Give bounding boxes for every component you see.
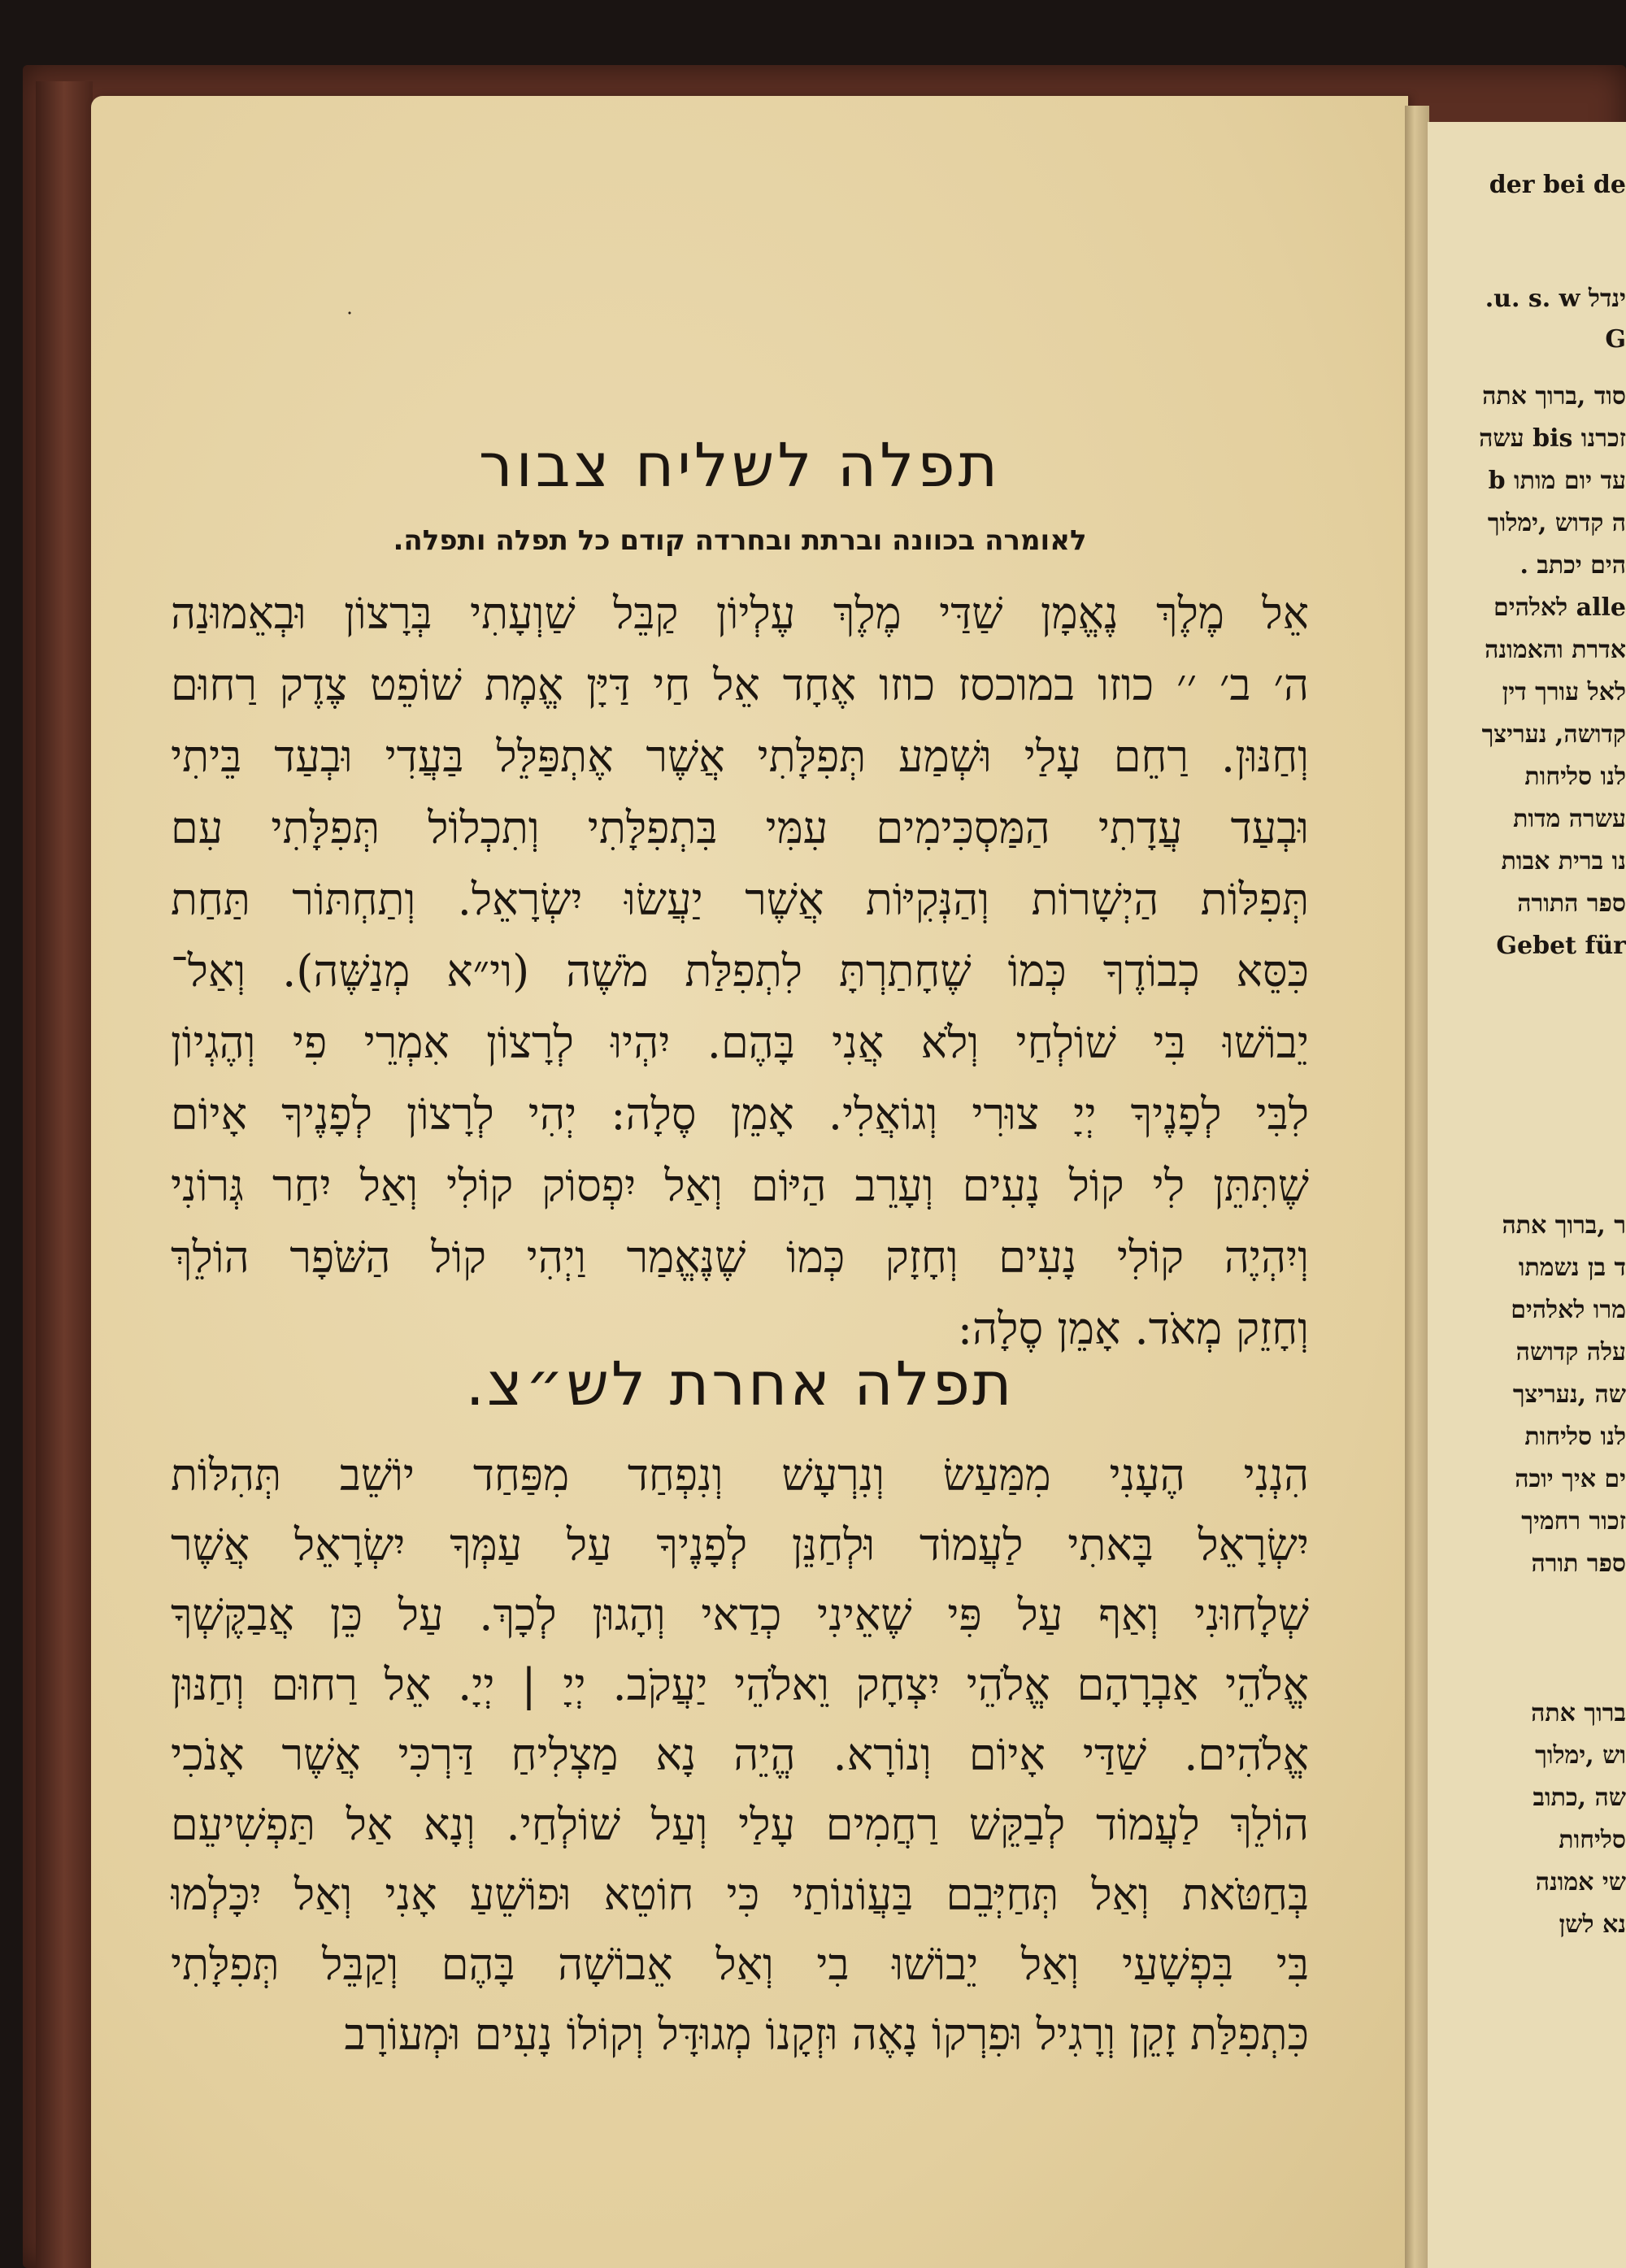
cover-spine-edge	[36, 81, 93, 2268]
text-line: כִּסֵּא כְבוֹדֶךָ כְּמוֹ שֶׁחָתַרְתָּ לִתְפִלַּת מֹשֶׁה (וי״א מְנַשֶּׁה). וְאַל־	[171, 945, 1309, 997]
right-page-line: לנו סליחות	[1524, 1423, 1626, 1451]
text-line: תְּפִלּוֹת הַיְשָׁרוֹת וְהַנְּקִיּוֹת אֲשֶׁר יַעֲשׂוּ יִשְׂרָאֵל. וְתַחְתּוֹר תַּחַת	[171, 874, 1309, 925]
right-page-line: ר ,ברוך אתה	[1502, 1211, 1626, 1240]
text-line: כִּתְפִלַּת זָקֵן וְרָגִיל וּפִרְקוֹ נָאֶה וּזְקָנוֹ מְגוּדָּל וְקוֹלוֹ נָעִים וּמְעוֹרָב	[344, 2009, 1309, 2060]
text-line: שְׁלָחוּנִי וְאַף עַל פִּי שֶׁאֵינִי כְדַאי וְהָגוּן לְכָךְ. עַל כֵּן אֲבַקֶּשְׁךָ	[171, 1589, 1309, 1640]
right-page-line: ספר התורה	[1517, 889, 1626, 918]
right-page-line: G	[1605, 325, 1626, 354]
right-page-line: לאל עורך דין	[1502, 678, 1626, 706]
right-page-line: עד יום מותו b	[1488, 467, 1626, 495]
right-page-line: ים איך יוכה	[1515, 1465, 1626, 1493]
right-page-line: נו ברית אבות	[1501, 847, 1626, 875]
right-page-line: קדושה, נעריצך	[1481, 720, 1626, 749]
right-page-line: שה ,נעריצך	[1512, 1380, 1626, 1409]
right-page-line: סוד ,ברוך אתה	[1482, 382, 1626, 411]
right-page-line: וש ,ימלוך	[1535, 1741, 1626, 1770]
text-line: יֵבוֹשׁוּ בִּי שׁוֹלְחַי וְלֹא אֲנִי בָּהֶם. יִהְיוּ לְרָצוֹן אִמְרֵי פִי וְהֶגְיוֹן	[171, 1017, 1309, 1068]
text-line: לִבִּי לְפָנֶיךָ יְיָ צוּרִי וְגוֹאֲלִי. אָמֵן סֶלָה: יְהִי לְרָצוֹן לְפָנֶיךָ אָיוֹם	[171, 1088, 1309, 1140]
right-page-line: סליחות	[1559, 1826, 1626, 1854]
prayer-instruction: לאומרה בכוונה וברתת ובחרדה קודם כל תפלה ותפלה.	[393, 524, 1087, 557]
text-line: בְּחַטֹּאת וְאַל תְּחַיְּבֵם בַּעֲוֹנוֹתַי כִּי חוֹטֵא וּפוֹשֵׁעַ אָנִי וְאַל יִכָּלְמוּ	[171, 1869, 1309, 1920]
text-line: וְחַנּוּן. רַחֵם עָלַי וּשְׁמַע תְּפִלָּתִי אֲשֶׁר אֶתְפַּלֵּל בַּעֲדִי וּבְעַד בֵּיתִי	[171, 731, 1309, 782]
right-page-line: מרו לאלהים	[1511, 1296, 1626, 1324]
right-page-line: ספר תורה	[1531, 1549, 1626, 1578]
right-page-line: זכור רחמיך	[1521, 1507, 1626, 1536]
text-line: בִּי בִּפְשָׁעַי וְאַל יֵבוֹשׁוּ בִי וְאַל אֵבוֹשָׁה בָּהֶם וְקַבֵּל תְּפִלָּתִי	[171, 1939, 1309, 1990]
prayer-title: תפלה לשליח צבור	[478, 431, 1002, 501]
right-page-line: עלה קדושה	[1515, 1338, 1626, 1366]
right-page-line: עשרה מדות	[1513, 805, 1626, 833]
text-line: אֱלֹהִים. שַׁדַּי אָיוֹם וְנוֹרָא. הֱיֵה נָא מַצְלִיחַ דַּרְכִּי אֲשֶׁר אָנֹכִי	[171, 1729, 1309, 1780]
right-page-line: alle לאלהים	[1493, 593, 1626, 622]
text-line: וְחָזֵק מְאֹד. אָמֵן סֶלָה:	[957, 1303, 1309, 1354]
right-page-line: נא לשן	[1559, 1910, 1626, 1939]
text-line: אֱלֹהֵי אַבְרָהָם אֱלֹהֵי יִצְחָק וֵאלֹהֵי יַעֲקֹב. יְיָ | יְיָ. אֵל רַחוּם וְחַנּוּן	[171, 1659, 1309, 1710]
text-line: וּבְעַד עֲדָתִי הַמַּסְכִּימִים עִמִּי בִּתְפִלָּתִי וְתִכְלוֹל תְּפִלָּתִי עִם	[171, 802, 1309, 854]
right-page-line: זכרנו bis עשה	[1479, 424, 1626, 453]
text-line: שֶׁתִּתֵּן לִי קוֹל נָעִים וְעָרֵב הַיּוֹם וְאַל יִפְסוֹק קוֹלִי וְאַל יִחַר גְּרוֹנִי	[171, 1160, 1309, 1211]
text-line: וְיִהְיֶה קוֹלִי נָעִים וְחָזָק כְּמוֹ שֶׁנֶּאֱמַר וַיְהִי קוֹל הַשֹּׁפָר הוֹלֵךְ	[171, 1232, 1309, 1283]
right-page-line: אדרת והאמונה	[1485, 636, 1626, 664]
right-page-line: Gebet für	[1496, 932, 1626, 960]
right-page-line: ינדל u. s. w.	[1485, 285, 1626, 313]
right-page-line: der bei de	[1489, 171, 1626, 199]
right-page-edge	[1428, 122, 1626, 2268]
right-page-line: ברוך אתה	[1531, 1699, 1626, 1727]
right-page-line: ד בן נשמתו	[1518, 1253, 1626, 1282]
right-page-line: שי אמונה	[1535, 1868, 1626, 1897]
text-line: ה׳ ב׳ ׳׳ כוזו במוכסז כוזו אֶחָד אֵל חַי דַּיָּן אֱמֶת שׁוֹפֵט צֶדֶק רַחוּם	[171, 659, 1309, 710]
text-line: הִנְנִי הֶעָנִי מִמַּעַשׂ וְנִרְעָשׁ וְנִפְחַד מִפַּחַד יוֹשֵׁב תְּהִלּוֹת	[171, 1449, 1309, 1501]
text-line: יִשְׂרָאֵל בָּאתִי לַעֲמוֹד וּלְחַנֵּן לְפָנֶיךָ עַל עַמְּךָ יִשְׂרָאֵל אֲשֶׁר	[171, 1519, 1309, 1571]
page-gutter	[1405, 106, 1429, 2268]
second-prayer-title: תפלה אחרת לש״צ.	[465, 1349, 1015, 1419]
text-line: הוֹלֵךְ לַעֲמוֹד לְבַקֵּשׁ רַחֲמִים עָלַי וְעַל שׁוֹלְחַי. וְנָא אַל תַּפְשִׁיעֵם	[171, 1799, 1309, 1850]
right-page-line: ה קדוש ,ימלוך	[1487, 509, 1626, 537]
right-page-line: הים יכתב .	[1519, 551, 1626, 580]
right-page-line: שה ,כתוב	[1533, 1784, 1626, 1812]
text-line: אֵל מֶלֶךְ נֶאֱמָן שַׁדַּי מֶלֶךְ עֶלְיוֹן קַבֵּל שַׁוְעָתִי בְּרָצוֹן וּבְאֵמוּנַה	[171, 588, 1309, 639]
right-page-line: לנו סליחות	[1524, 763, 1626, 791]
